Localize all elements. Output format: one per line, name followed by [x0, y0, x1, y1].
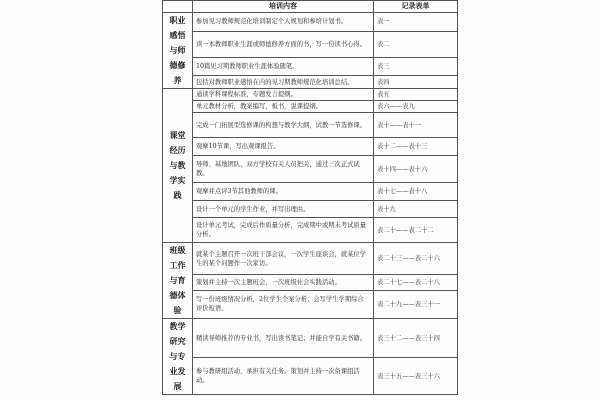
- table-row: [163, 358, 458, 395]
- record-form-cell: 表一: [374, 13, 458, 32]
- training-content-cell: 单元教材分析，教案编写，板书，说课提纲。: [193, 101, 374, 113]
- training-content-cell: 10篇见习期教师职业生涯体验随笔。: [193, 57, 374, 76]
- table-row: [163, 275, 458, 291]
- table-row: [163, 201, 458, 218]
- section-category: 课堂经历与教学实践: [163, 89, 193, 243]
- table-body: [163, 13, 458, 395]
- training-content-cell: 观摩并点评3节其他教师的课。: [193, 183, 374, 201]
- section-category: 教学研究与专业发展: [163, 319, 193, 395]
- header-record: 记录表单: [374, 1, 458, 13]
- record-form-cell: 表十七——表十八: [374, 183, 458, 201]
- record-form-cell: 表二十七——表二十八: [374, 275, 458, 291]
- training-content-cell: 设计一个单元的学生作业，并写出理由。: [193, 201, 374, 218]
- section-category: 班级工作与育德体验: [163, 243, 193, 319]
- table-row: [163, 218, 458, 243]
- training-content-cell: 通读学科课程标准，专题发言提纲。: [193, 89, 374, 101]
- training-content-cell: 精读导师推荐的专业书，写出读书笔记；并能自学有关书籍。: [193, 319, 374, 358]
- training-content-cell: 写一份班级情况分析，2位学生个案分析；会写学生学期综合评价短语。: [193, 290, 374, 318]
- training-content-cell: 就某个主题召开一次班干部会议，一次学生座谈会，就某位学生的某个问题作一次家访。: [193, 243, 374, 275]
- training-content-cell: 策划并主持一次主题班会，一次班级社会实践活动。: [193, 275, 374, 291]
- record-form-cell: 表十二——表十三: [374, 138, 458, 156]
- training-content-cell: 读一本教师职业生涯或师德修养方面的书，写一份读书心得。: [193, 31, 374, 57]
- record-form-cell: 表六——表九: [374, 101, 458, 113]
- training-content-cell: 设计单元考试，完成后作质量分析，完成期中或期末考试质量分析。: [193, 218, 374, 243]
- table-row: [163, 13, 458, 32]
- table-row: [163, 101, 458, 113]
- record-form-cell: 表三十五——表三十六: [374, 358, 458, 395]
- record-form-cell: 表三: [374, 57, 458, 76]
- table-row: [163, 183, 458, 201]
- training-content-cell: 包括对教师职业感悟在内的见习期教师规范化培训总结。: [193, 76, 374, 89]
- table-row: [163, 113, 458, 138]
- table-row: [163, 31, 458, 57]
- record-form-cell: 表五: [374, 89, 458, 101]
- header-category: [163, 1, 193, 13]
- record-form-cell: 表四: [374, 76, 458, 89]
- table-row: [163, 319, 458, 358]
- table-row: [163, 138, 458, 156]
- table-row: [163, 57, 458, 76]
- table-row: [163, 243, 458, 275]
- record-form-cell: 表十四——表十六: [374, 156, 458, 183]
- record-form-cell: 表二十三——表二十六: [374, 243, 458, 275]
- record-form-cell: 表二: [374, 31, 458, 57]
- training-plan-table: [162, 0, 458, 395]
- training-content-cell: 导师、基地团队、双方学校有关人员把关，通过三次正式试教。: [193, 156, 374, 183]
- table-header-row: [163, 1, 458, 13]
- record-form-cell: 表十九: [374, 201, 458, 218]
- table-row: [163, 290, 458, 318]
- training-content-cell: 观摩10节课，写出观课报告。: [193, 138, 374, 156]
- table-row: [163, 89, 458, 101]
- record-form-cell: 表十——表十一: [374, 113, 458, 138]
- record-form-cell: 表二十——表二十二: [374, 218, 458, 243]
- table-row: [163, 76, 458, 89]
- training-content-cell: 完成一门拓展型选修课的构想与教学大纲，试教一节选修课。: [193, 113, 374, 138]
- table-row: [163, 156, 458, 183]
- record-form-cell: 表三十二——表三十四: [374, 319, 458, 358]
- header-content: 培训内容: [193, 1, 374, 13]
- section-category: 职业感悟与师德修养: [163, 13, 193, 89]
- training-content-cell: 参加见习教师规范化培训制定个人规划和参培计划书。: [193, 13, 374, 32]
- record-form-cell: 表二十九——表三十一: [374, 290, 458, 318]
- training-content-cell: 参与教研组活动，承担有关任务。策划并主持一次备课组活动。: [193, 358, 374, 395]
